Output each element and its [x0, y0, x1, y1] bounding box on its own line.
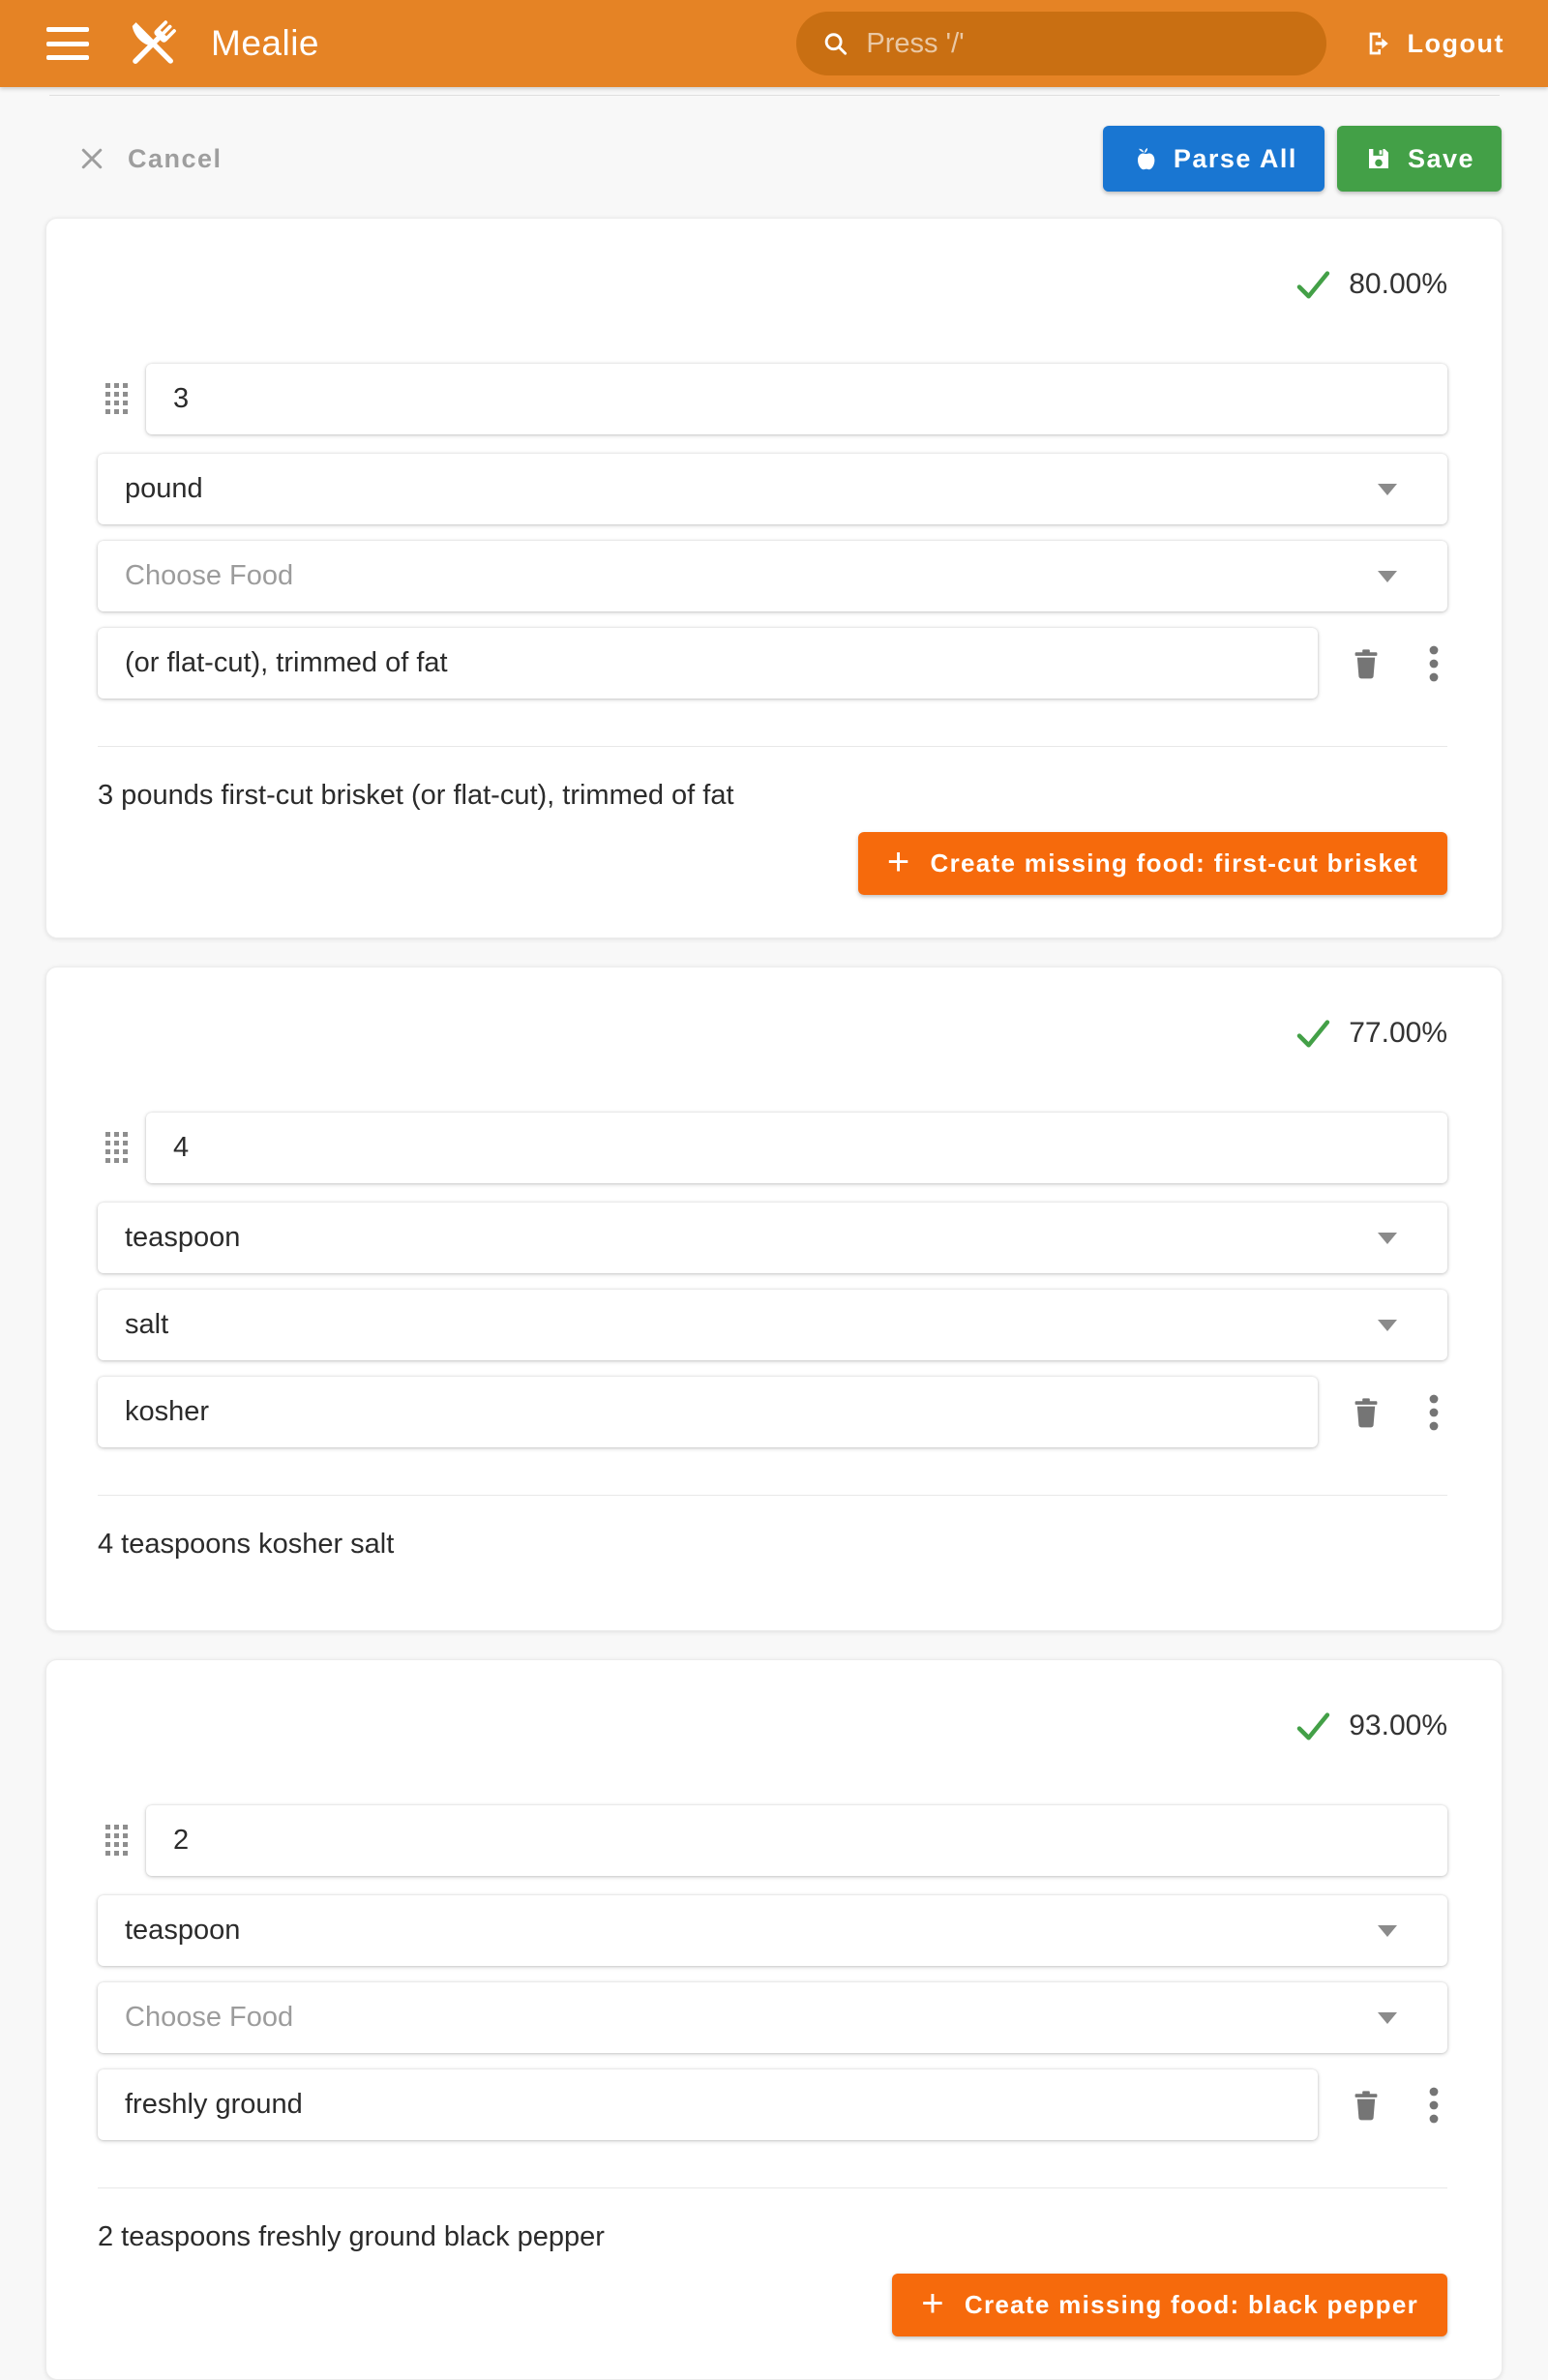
confidence-row — [98, 1704, 1447, 1747]
create-missing-food-label: Create missing food: first-cut brisket — [930, 848, 1418, 878]
food-select[interactable] — [98, 1290, 1447, 1360]
food-value: salt — [125, 1309, 169, 1340]
parser-toolbar — [77, 126, 1502, 192]
note-row — [98, 628, 1447, 699]
ingredient-card — [45, 1659, 1503, 2380]
food-value: Choose Food — [125, 2002, 294, 2033]
search-bar[interactable] — [796, 12, 1326, 75]
note-row — [98, 2069, 1447, 2140]
chevron-down-icon — [1378, 1320, 1397, 1331]
trash-icon — [1348, 1394, 1384, 1431]
search-icon — [821, 28, 849, 59]
chevron-down-icon — [1378, 571, 1397, 582]
save-icon — [1364, 144, 1393, 173]
unit-value: pound — [125, 473, 203, 504]
note-input[interactable] — [98, 1377, 1318, 1447]
drag-handle-icon[interactable] — [105, 1825, 129, 1857]
ingredient-card — [45, 218, 1503, 938]
quantity-input[interactable] — [146, 1113, 1447, 1183]
drag-handle-icon[interactable] — [105, 1132, 129, 1164]
logout-button[interactable] — [1363, 28, 1504, 59]
parse-all-label: Parse All — [1173, 143, 1297, 173]
confidence-value: 77.00% — [1349, 1016, 1447, 1049]
quantity-input[interactable] — [146, 364, 1447, 434]
logout-icon — [1363, 28, 1394, 59]
cancel-button[interactable] — [77, 144, 223, 174]
card-divider — [98, 746, 1447, 747]
food-value: Choose Food — [125, 560, 294, 591]
header-divider — [49, 95, 1500, 96]
quantity-row — [98, 1805, 1447, 1876]
quantity-input[interactable] — [146, 1805, 1447, 1876]
confidence-value: 80.00% — [1349, 267, 1447, 300]
unit-select[interactable] — [98, 1895, 1447, 1966]
original-ingredient-text: 4 teaspoons kosher salt — [98, 1529, 395, 1560]
food-select[interactable] — [98, 541, 1447, 611]
drag-handle-icon[interactable] — [105, 383, 129, 415]
card-divider — [98, 1495, 1447, 1496]
confidence-row — [98, 262, 1447, 306]
check-icon — [1293, 264, 1333, 305]
menu-icon[interactable] — [46, 27, 89, 60]
quantity-row — [98, 364, 1447, 434]
kebab-menu-icon — [1427, 642, 1441, 685]
kebab-menu-icon — [1427, 2084, 1441, 2127]
chevron-down-icon — [1378, 484, 1397, 495]
plus-icon: + — [886, 840, 911, 883]
food-select[interactable] — [98, 1982, 1447, 2053]
card-divider — [98, 2187, 1447, 2188]
app-header — [0, 0, 1548, 87]
quantity-row — [98, 1113, 1447, 1183]
create-food-row — [98, 832, 1447, 895]
unit-value: teaspoon — [125, 1915, 241, 1946]
ingredient-card — [45, 967, 1503, 1631]
delete-button[interactable] — [1345, 642, 1387, 685]
note-input[interactable] — [98, 2069, 1318, 2140]
more-options-button[interactable] — [1420, 1391, 1447, 1434]
original-ingredient-text: 2 teaspoons freshly ground black pepper — [98, 2221, 605, 2252]
ingredient-cards — [45, 218, 1503, 2380]
chevron-down-icon — [1378, 1925, 1397, 1937]
more-options-button[interactable] — [1420, 2084, 1447, 2127]
confidence-row — [98, 1011, 1447, 1055]
app-title: Mealie — [211, 23, 319, 63]
close-icon — [77, 144, 106, 173]
save-button[interactable] — [1337, 126, 1502, 192]
create-food-row — [98, 2274, 1447, 2336]
unit-select[interactable] — [98, 1203, 1447, 1273]
trash-icon — [1348, 2087, 1384, 2124]
note-input[interactable] — [98, 628, 1318, 699]
plus-icon: + — [921, 2281, 945, 2325]
cancel-label: Cancel — [128, 143, 223, 173]
kebab-menu-icon — [1427, 1391, 1441, 1434]
chevron-down-icon — [1378, 2012, 1397, 2024]
note-row — [98, 1377, 1447, 1447]
save-label: Save — [1407, 143, 1474, 173]
create-missing-food-button[interactable] — [858, 832, 1447, 895]
original-ingredient-text: 3 pounds first-cut brisket (or flat-cut), trimmed of fat — [98, 780, 734, 811]
mealie-logo-icon — [120, 11, 186, 76]
confidence-value: 93.00% — [1349, 1709, 1447, 1741]
delete-button[interactable] — [1345, 2084, 1387, 2127]
create-missing-food-label: Create missing food: black pepper — [964, 2290, 1418, 2319]
more-options-button[interactable] — [1420, 642, 1447, 685]
unit-value: teaspoon — [125, 1222, 241, 1253]
parse-all-button[interactable] — [1103, 126, 1325, 192]
logout-label: Logout — [1407, 28, 1504, 58]
create-missing-food-button[interactable] — [892, 2274, 1447, 2336]
unit-select[interactable] — [98, 454, 1447, 524]
search-input[interactable] — [864, 27, 1300, 61]
check-icon — [1293, 1706, 1333, 1746]
check-icon — [1293, 1013, 1333, 1054]
apple-icon — [1130, 144, 1159, 173]
delete-button[interactable] — [1345, 1391, 1387, 1434]
chevron-down-icon — [1378, 1233, 1397, 1244]
trash-icon — [1348, 645, 1384, 682]
